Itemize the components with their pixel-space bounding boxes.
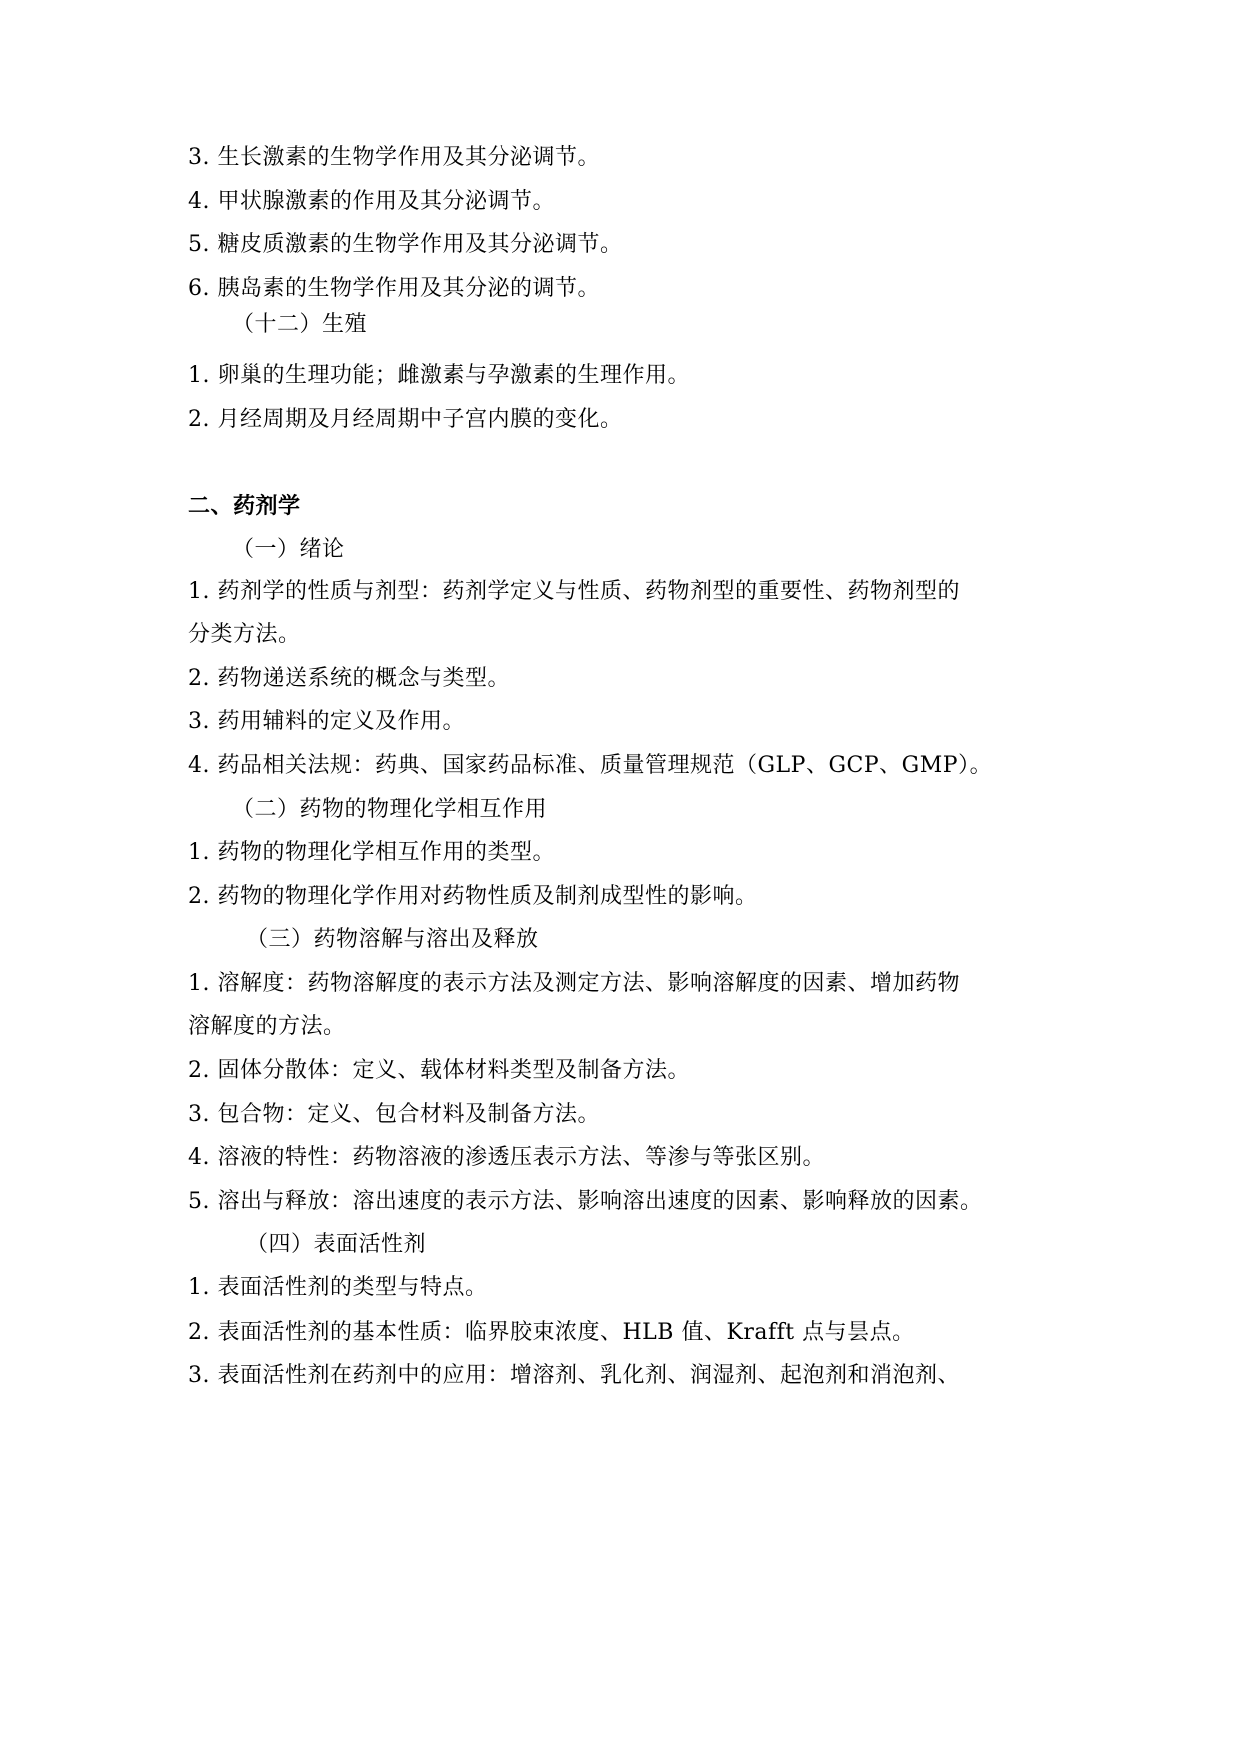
list-item: 3. 包合物：定义、包合材料及制备方法。 — [188, 1102, 600, 1127]
section-heading: 二、药剂学 — [188, 494, 301, 519]
list-item: 3. 表面活性剂在药剂中的应用：增溶剂、乳化剂、润湿剂、起泡剂和消泡剂、 — [188, 1363, 960, 1388]
list-item: 2. 药物递送系统的概念与类型。 — [188, 666, 510, 691]
list-item: 4. 药品相关法规：药典、国家药品标准、质量管理规范（GLP、GCP、GMP）。 — [188, 753, 993, 778]
list-item: 1. 卵巢的生理功能；雌激素与孕激素的生理作用。 — [188, 363, 690, 388]
list-item: 2. 固体分散体：定义、载体材料类型及制备方法。 — [188, 1058, 690, 1083]
list-item: 2. 表面活性剂的基本性质：临界胶束浓度、HLB 值、Krafft 点与昙点。 — [188, 1320, 915, 1345]
subsection-title: （四）表面活性剂 — [246, 1232, 427, 1257]
list-item: 1. 药物的物理化学相互作用的类型。 — [188, 840, 555, 865]
list-item: 2. 药物的物理化学作用对药物性质及制剂成型性的影响。 — [188, 884, 758, 909]
list-item: 1. 药剂学的性质与剂型：药剂学定义与性质、药物剂型的重要性、药物剂型的 — [188, 579, 960, 604]
list-item: 5. 溶出与释放：溶出速度的表示方法、影响溶出速度的因素、影响释放的因素。 — [188, 1189, 983, 1214]
list-item-continuation: 分类方法。 — [188, 622, 301, 647]
subsection-title: （一）绪论 — [232, 537, 345, 562]
list-item: 1. 表面活性剂的类型与特点。 — [188, 1275, 488, 1300]
list-item: 2. 月经周期及月经周期中子宫内膜的变化。 — [188, 407, 623, 432]
list-item: 4. 溶液的特性：药物溶液的渗透压表示方法、等渗与等张区别。 — [188, 1145, 825, 1170]
subsection-title: （三）药物溶解与溶出及释放 — [246, 927, 539, 952]
list-item-continuation: 溶解度的方法。 — [188, 1014, 346, 1039]
list-item: 6. 胰岛素的生物学作用及其分泌的调节。 — [188, 276, 600, 301]
list-item: 4. 甲状腺激素的作用及其分泌调节。 — [188, 189, 555, 214]
list-item: 5. 糖皮质激素的生物学作用及其分泌调节。 — [188, 232, 623, 257]
list-item: 1. 溶解度：药物溶解度的表示方法及测定方法、影响溶解度的因素、增加药物 — [188, 971, 960, 996]
subsection-title: （十二）生殖 — [232, 312, 368, 337]
subsection-title: （二）药物的物理化学相互作用 — [232, 797, 548, 822]
list-item: 3. 药用辅料的定义及作用。 — [188, 709, 465, 734]
list-item: 3. 生长激素的生物学作用及其分泌调节。 — [188, 145, 600, 170]
